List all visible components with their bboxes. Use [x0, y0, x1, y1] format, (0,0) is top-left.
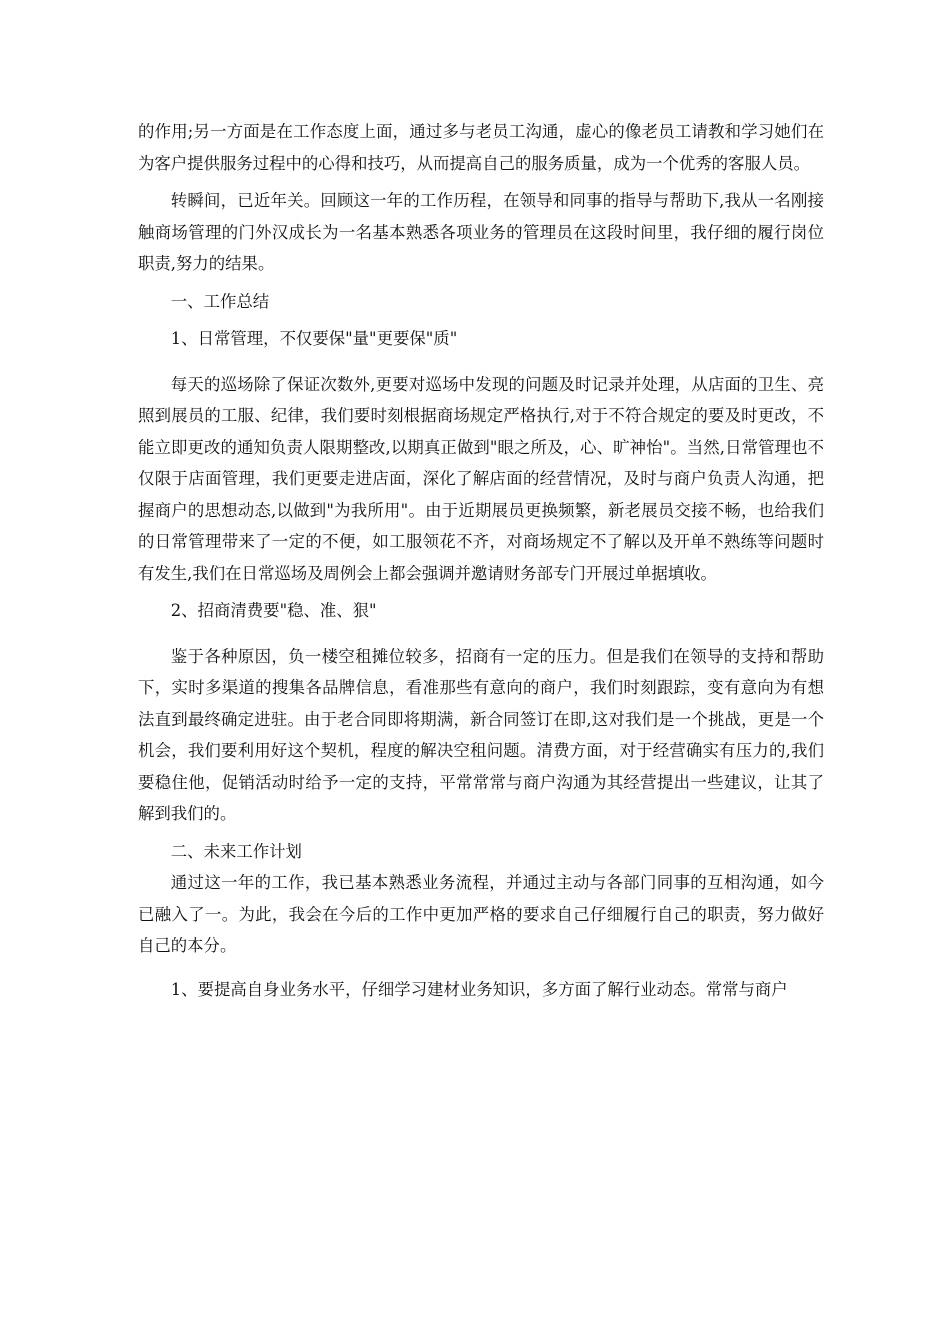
paragraph-future-plan: 通过这一年的工作，我已基本熟悉业务流程，并通过主动与各部门同事的互相沟通，如今已融入了一。为此，我会在今后的工作中更加严格的要求自己仔细履行自己的职责，努力做好自己的本分。 [138, 873, 824, 955]
heading-future-plan: 二、未来工作计划 [170, 841, 302, 861]
heading-work-summary: 一、工作总结 [170, 291, 270, 311]
heading-daily-management: 1、日常管理，不仅要保"量"更要保"质" [170, 329, 458, 348]
heading-leasing-fees: 2、招商清费要"稳、准、狠" [170, 601, 377, 620]
paragraph-improve-skills: 1、要提高自身业务水平，仔细学习建材业务知识，多方面了解行业动态。常常与商户 [170, 979, 788, 999]
paragraph-service-attitude: 的作用;另一方面是在工作态度上面，通过多与老员工沟通，虚心的像老员工请教和学习她们在为客户提供服务过程中的心得和技巧，从而提高自己的服务质量，成为一个优秀的客服人员。 [138, 122, 824, 173]
document-body [138, 116, 824, 1005]
paragraph-leasing-fees: 鉴于各种原因，负一楼空租摊位较多，招商有一定的压力。但是我们在领导的支持和帮助下，实时多渠道的搜集各品牌信息，看准那些有意向的商户，我们时刻跟踪，变有意向为有想法直到最终确定进驻。由于老合同即将期满，新合同签订在即,这对我们是一个挑战，更是一个机会，我们要利用好这个契机，程度的解决空租问题。清费方面，对于经营确实有压力的,我们要稳住他，促销活动时给予一定的支持，平常常常与商户沟通为其经营提出一些建议，让其了解到我们的。 [138, 646, 824, 823]
paragraph-year-review: 转瞬间，已近年关。回顾这一年的工作历程，在领导和同事的指导与帮助下,我从一名刚接触商场管理的门外汉成长为一名基本熟悉各项业务的管理员在这段时间里，我仔细的履行岗位职责,努力的结果。 [138, 191, 824, 273]
paragraph-daily-management: 每天的巡场除了保证次数外,更要对巡场中发现的问题及时记录并处理，从店面的卫生、亮照到展员的工服、纪律，我们要时刻根据商场规定严格执行,对于不符合规定的要及时更改，不能立即更改的通知负责人限期整改,以期真正做到"眼之所及，心、旷神怡"。当然,日常管理也不仅限于店面管理，我们更要走进店面，深化了解店面的经营情况，及时与商户负责人沟通，把握商户的思想动态,以做到"为我所用"。由于近期展员更换频繁，新老展员交接不畅，也给我们的日常管理带来了一定的不便，如工服领花不齐，对商场规定不了解以及开单不熟练等问题时有发生,我们在日常巡场及周例会上都会强调并邀请财务部专门开展过单据填收。 [138, 374, 824, 583]
